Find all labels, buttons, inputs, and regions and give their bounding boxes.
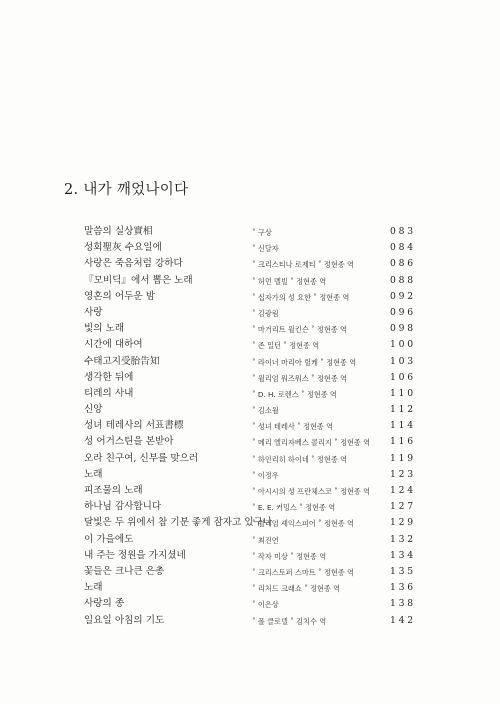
- toc-entry-author: ˚ 구상: [252, 228, 272, 237]
- toc-entry-author: ˚ 윌리엄 워즈워스 ˚ 정현종 역: [252, 373, 347, 383]
- toc-entry-page-number: 114: [390, 420, 416, 432]
- toc-entry-page-number: 124: [390, 485, 416, 496]
- toc-entry-author: ˚ 라이너 마리아 릴케 ˚ 정현종 역: [252, 357, 357, 367]
- toc-entry: [84, 485, 414, 501]
- toc-entry-title: 수태고지受胎告知: [84, 355, 160, 367]
- toc-entry-page-number: 103: [390, 355, 416, 367]
- toc-entry-title: 이 가을에도: [84, 533, 134, 545]
- toc-entry: [84, 615, 414, 631]
- toc-entry: [84, 372, 414, 388]
- toc-entry-title: 생각한 뒤에: [84, 371, 134, 383]
- toc-entry-author: ˚ 아시시의 성 프란체스코 ˚ 정현종 역: [252, 487, 371, 496]
- toc-entry-title: 사랑: [84, 306, 103, 318]
- toc-entry-page-number: 129: [390, 517, 416, 529]
- toc-entry-page-number: 116: [390, 436, 416, 448]
- toc-entry: [84, 242, 414, 258]
- toc-entry-title: 피조물의 노래: [84, 485, 143, 496]
- toc-entry-title: 『모비딕』에서 뽑은 노래: [84, 274, 193, 286]
- toc-entry-author: ˚ 성녀 테레사 ˚ 정현종 역: [252, 422, 334, 432]
- toc-entry-title: 사랑의 종: [84, 598, 125, 610]
- toc-entry-page-number: 138: [390, 598, 416, 610]
- toc-entry-author: ˚ 김광림: [252, 308, 279, 318]
- toc-entry-page-number: 135: [390, 565, 416, 577]
- toc-entry: [84, 291, 414, 307]
- toc-entry: [84, 388, 414, 404]
- toc-entry-title: 노래: [84, 468, 103, 480]
- toc-entry: [84, 307, 414, 323]
- toc-entry: [84, 339, 414, 355]
- toc-entry: [84, 420, 414, 436]
- toc-entry: [84, 453, 414, 469]
- toc-entry-page-number: 086: [390, 258, 416, 270]
- toc-entry-title: 시간에 대하여: [84, 339, 143, 351]
- toc-entry-title: 티레의 사내: [84, 387, 134, 399]
- toc-entry-title: 신앙: [84, 404, 103, 416]
- toc-entry-title: 노래: [84, 582, 103, 594]
- toc-entry: [84, 404, 414, 420]
- toc-entry-author: ˚ 신달자: [252, 244, 279, 254]
- toc-entry: [84, 323, 414, 339]
- toc-entry-page-number: 134: [390, 549, 416, 561]
- toc-entry: [84, 469, 414, 485]
- toc-entry: [84, 356, 414, 372]
- toc-entry-title: 영혼의 어두운 밤: [84, 290, 155, 302]
- toc-entry-author: ˚ 하인리히 하이네 ˚ 정현종 역: [252, 454, 347, 464]
- toc-entry-author: ˚ 리처드 크래쇼 ˚ 정현종 역: [252, 584, 341, 594]
- toc-entry: [84, 534, 414, 550]
- toc-entry-author: ˚ 이정우: [252, 470, 279, 480]
- table-of-contents: [84, 226, 414, 631]
- toc-entry-page-number: 127: [390, 501, 416, 513]
- toc-entry-title: 꽃들은 크나큰 은총: [84, 565, 165, 577]
- toc-entry-author: ˚ 허먼 멜빌 ˚ 정현종 역: [252, 276, 327, 286]
- toc-entry-author: ˚ 크리스토퍼 스마트 ˚ 정현종 역: [252, 567, 354, 577]
- toc-entry-author: ˚ 십자가의 성 요한 ˚ 정현종 역: [252, 292, 350, 302]
- toc-entry-title: 성회聖灰 수요일에: [84, 242, 162, 254]
- toc-entry-title: 달빛은 두 위에서 참 기분 좋게 잠자고 있구나: [84, 517, 273, 529]
- toc-entry-author: ˚ 폴 클로델 ˚ 김치수 역: [252, 616, 327, 626]
- toc-entry-title: 오라 친구여, 신부를 맞으러: [84, 452, 199, 464]
- toc-entry-page-number: 119: [390, 452, 416, 464]
- toc-entry-page-number: 106: [390, 371, 416, 383]
- toc-entry: [84, 275, 414, 291]
- toc-entry-page-number: 083: [390, 226, 416, 237]
- toc-entry-author: ˚ 메리 엘리자베스 콜리지 ˚ 정현종 역: [252, 438, 371, 448]
- toc-entry-page-number: 100: [390, 339, 416, 351]
- toc-entry-author: ˚ 이은상: [252, 600, 279, 610]
- toc-entry-title: 성녀 테레사의 서표書標: [84, 420, 184, 432]
- toc-entry-page-number: 123: [390, 468, 416, 480]
- toc-entry-author: ˚ 최진연: [252, 535, 279, 545]
- toc-entry: [84, 598, 414, 614]
- toc-entry-title: 성 어거스틴을 본받아: [84, 436, 174, 448]
- toc-entry-page-number: 092: [390, 290, 416, 302]
- toc-entry-title: 하나님 감사합니다: [84, 501, 162, 513]
- toc-entry-author: ˚ 작자 미상 ˚ 정현종 역: [252, 551, 327, 561]
- toc-entry-page-number: 132: [390, 533, 416, 545]
- toc-entry: [84, 582, 414, 598]
- toc-entry: [84, 550, 414, 566]
- toc-entry-title: 빛의 노래: [84, 323, 125, 335]
- toc-entry-title: 말씀의 실상實相: [84, 226, 153, 237]
- toc-entry-page-number: 098: [390, 323, 416, 335]
- toc-entry-page-number: 096: [390, 306, 416, 318]
- toc-entry-page-number: 136: [390, 582, 416, 594]
- toc-entry-page-number: 088: [390, 274, 416, 286]
- toc-entry-author: ˚ E. E. 커밍스 ˚ 정현종 역: [252, 503, 336, 513]
- toc-entry: [84, 258, 414, 274]
- toc-entry: [84, 517, 414, 533]
- toc-entry: [84, 436, 414, 452]
- toc-entry-author: ˚ 윌리엄 셰익스피어 ˚ 정현종 역: [252, 519, 354, 529]
- toc-entry-author: ˚ 존 밀턴 ˚ 정현종 역: [252, 341, 320, 351]
- toc-entry: [84, 566, 414, 582]
- toc-entry-author: ˚ D. H. 로렌스 ˚ 정현종 역: [252, 389, 337, 399]
- toc-entry-title: 사랑은 죽음처럼 강하다: [84, 258, 183, 270]
- toc-entry-author: ˚ 크리스티나 로제티 ˚ 정현종 역: [252, 260, 354, 270]
- section-title: 2. 내가 깨었나이다: [64, 182, 189, 198]
- toc-entry-page-number: 084: [390, 242, 416, 254]
- toc-entry-title: 내 주는 정원을 가지셨네: [84, 549, 186, 561]
- toc-entry-page-number: 142: [390, 614, 416, 626]
- toc-entry: [84, 226, 414, 242]
- toc-entry-page-number: 112: [390, 404, 416, 416]
- toc-entry-author: ˚ 김소월: [252, 406, 279, 416]
- toc-entry: [84, 501, 414, 517]
- toc-entry-page-number: 110: [390, 387, 416, 399]
- toc-entry-title: 일요일 아침의 기도: [84, 614, 165, 626]
- toc-entry-author: ˚ 마거리트 윌킨슨 ˚ 정현종 역: [252, 325, 347, 335]
